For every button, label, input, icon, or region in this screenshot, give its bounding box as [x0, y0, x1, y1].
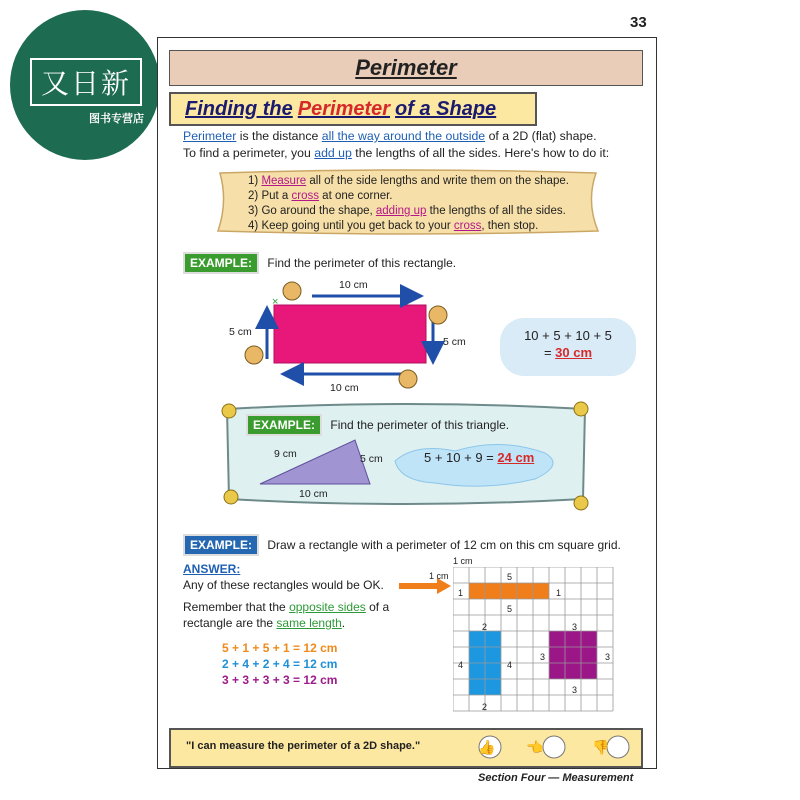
r3-bottom: 3 [572, 685, 578, 695]
intro-text-4: the lengths of all the sides. Here's how to do it: [351, 146, 610, 160]
logo-name: 又日新 [30, 58, 142, 106]
r3-right: 3 [605, 652, 611, 662]
title-bar [169, 50, 643, 86]
example2-badge: EXAMPLE: [246, 414, 322, 436]
step-1: 1) Measure all of the side lengths and write them on the shape. [248, 175, 569, 187]
page-number: 33 [630, 14, 647, 31]
example3-line [183, 534, 621, 556]
example1-badge: EXAMPLE: [183, 252, 259, 274]
answer-text: Any of these rectangles would be OK. [183, 578, 384, 592]
remember-line-1: Remember that the opposite sides of a [183, 600, 390, 614]
answer-label: ANSWER: [183, 562, 241, 576]
intro-add-up: add up [314, 146, 352, 160]
section-footer: Section Four — Measurement [478, 772, 634, 784]
page-title: Perimeter [355, 55, 457, 80]
r2-right: 4 [507, 660, 513, 670]
example3-badge: EXAMPLE: [183, 534, 259, 556]
thumbs-sideways-icon: 👈 [526, 740, 544, 756]
character-icon-1 [283, 282, 301, 300]
r1-bottom: 5 [507, 604, 513, 614]
rect-top-label: 10 cm [339, 279, 368, 291]
triangle-banner [215, 395, 597, 515]
rating-icons [468, 732, 636, 762]
rect-sum-bubble [500, 318, 636, 376]
r1-left: 1 [458, 588, 464, 598]
rect-sum: 10 + 5 + 10 + 5 [524, 328, 612, 343]
example1-line [183, 252, 456, 274]
rating-circle-2-icon [543, 736, 565, 758]
grid-cm-left: 1 cm [429, 571, 449, 581]
equation-1: 5 + 1 + 5 + 1 = 12 cm [222, 641, 338, 655]
character-icon-4 [245, 346, 263, 364]
logo-subtitle: 图书专营店 [89, 113, 144, 125]
cross-mark: × [272, 296, 279, 308]
purple-rectangle [549, 631, 597, 679]
equation-3: 3 + 3 + 3 + 3 = 12 cm [222, 673, 338, 687]
rect-right-label: 5 cm [443, 336, 466, 348]
triangle-side-b: 5 cm [360, 453, 383, 465]
r2-left: 4 [458, 660, 464, 670]
heading-post: of a Shape [395, 97, 497, 120]
intro-text-3: To find a perimeter, you [183, 146, 315, 160]
intro-term: Perimeter [183, 129, 237, 143]
triangle-sum [424, 450, 534, 465]
intro-text-2: of a 2D (flat) shape. [485, 129, 597, 143]
r1-top: 5 [507, 572, 513, 582]
intro-text-1: is the distance [236, 129, 322, 143]
triangle-sum-text: 5 + 10 + 9 = [424, 450, 494, 465]
rect-bottom-label: 10 cm [330, 382, 359, 394]
rect-answer: 30 cm [555, 345, 593, 360]
example2-line [246, 414, 509, 436]
step-4: 4) Keep going until you get back to your cross, then stop. [248, 220, 539, 232]
equations [222, 640, 337, 688]
r2-bottom: 2 [482, 702, 488, 712]
heading-pre: Finding the [185, 97, 293, 120]
intro-text [183, 128, 653, 162]
pink-rectangle [274, 305, 426, 363]
step-2: 2) Put a cross at one corner. [248, 190, 393, 202]
triangle-side-a: 9 cm [274, 448, 297, 460]
remember-line-2: rectangle are the same length. [183, 616, 346, 630]
thumbs-down-icon: 👎 [592, 740, 610, 756]
orange-rectangle [469, 583, 549, 599]
triangle-answer: 24 cm [497, 450, 535, 465]
answer-block [183, 561, 389, 631]
rectangle-diagram [230, 275, 470, 395]
steps-list [248, 174, 569, 234]
triangle-side-c: 10 cm [299, 488, 328, 500]
rect-equals: = [543, 345, 552, 360]
r1-right: 1 [556, 588, 562, 598]
step-3: 3) Go around the shape, adding up the lengths of all the sides. [248, 205, 566, 217]
rating-circle-3-icon [607, 736, 629, 758]
grid-cm-top: 1 cm [453, 556, 473, 566]
heading-highlight: Perimeter [297, 97, 391, 120]
example2-text: Find the perimeter of this triangle. [330, 418, 510, 432]
cm-square-grid [453, 567, 618, 717]
r3-top: 3 [572, 622, 578, 632]
self-assessment-quote: "I can measure the perimeter of a 2D shape." [186, 740, 421, 752]
equation-2: 2 + 4 + 2 + 4 = 12 cm [222, 657, 338, 671]
example1-text: Find the perimeter of this rectangle. [267, 256, 457, 270]
r2-top: 2 [482, 622, 488, 632]
section-heading [169, 92, 537, 126]
example3-text: Draw a rectangle with a perimeter of 12 cm on this cm square grid. [267, 538, 621, 552]
character-icon-2 [429, 306, 447, 324]
intro-emphasis: all the way around the outside [321, 129, 486, 143]
r3-left: 3 [540, 652, 546, 662]
character-icon-3 [399, 370, 417, 388]
thumbs-up-icon: 👍 [478, 740, 496, 756]
rect-left-label: 5 cm [229, 326, 252, 338]
